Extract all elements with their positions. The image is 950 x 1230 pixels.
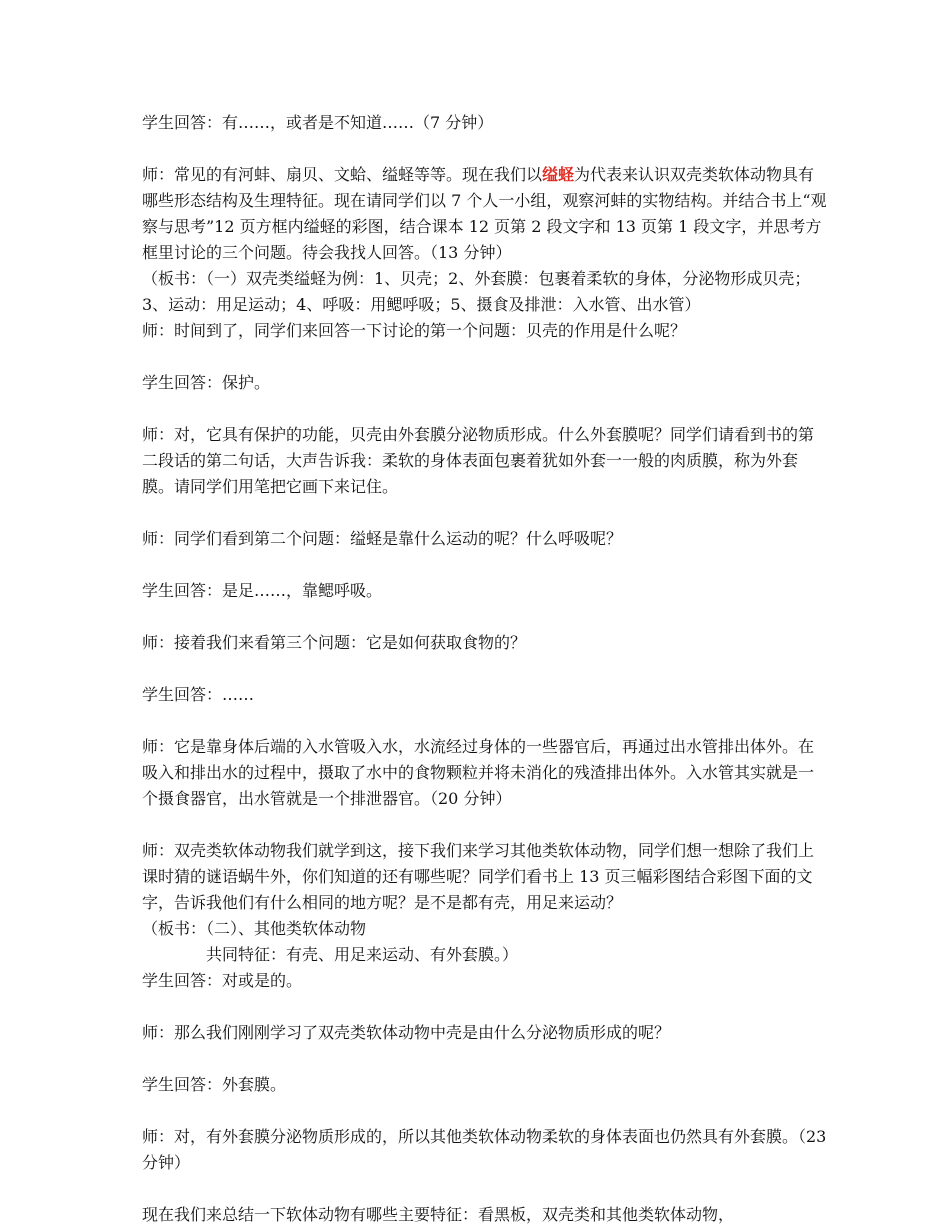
paragraph-teacher-question-3: 师：接着我们来看第三个问题：它是如何获取食物的？ — [142, 633, 527, 652]
paragraph-teacher-mantle: 师：对，它具有保护的功能，贝壳由外套膜分泌物质形成。什么外套膜呢？同学们请看到书的第二段话的第二句话，大声告诉我：柔软的身体表面包裹着犹如外套一一般的肉质膜，称为外套膜。请同学们用笔把它画下来记住。 — [142, 425, 815, 496]
paragraph-gap — [142, 1176, 828, 1202]
document-body — [142, 110, 832, 1228]
paragraph-teacher-mantle-summary: 师：对，有外套膜分泌物质形成的，所以其他类软体动物柔软的身体表面也仍然具有外套膜。（23 分钟） — [142, 1127, 832, 1172]
paragraph-student-answer-4: 学生回答：…… — [142, 685, 255, 704]
paragraph-gap — [142, 656, 828, 682]
paragraph-blackboard-2: （板书：（二）、其他类软体动物 — [142, 919, 367, 938]
paragraph-gap — [142, 500, 828, 526]
text-run: 师：常见的有河蚌、扇贝、文蛤、缢蛏等等。现在我们以 — [142, 165, 543, 184]
paragraph-student-answer-6: 学生回答：外套膜。 — [142, 1075, 287, 1094]
paragraph-summary-intro: 现在我们来总结一下软体动物有哪些主要特征：看黑板，双壳类和其他类软体动物， — [142, 1205, 735, 1224]
paragraph-teacher-question-2: 师：同学们看到第二个问题：缢蛏是靠什么运动的呢？什么呼吸呢？ — [142, 529, 623, 548]
highlighted-term: 缢蛏 — [542, 165, 575, 184]
paragraph-gap — [142, 708, 828, 734]
paragraph-student-answer-5: 学生回答：对或是的。 — [142, 971, 303, 990]
paragraph-teacher-other-mollusks: 师：双壳类软体动物我们就学到这，接下我们来学习其他类软体动物，同学们想一想除了我们上课时猜的谜语蜗牛外，你们知道的还有哪些呢？同学们看书上 13 页三幅彩图结合彩图下面的文字，告诉我他们有什么相同的地方呢？是不是都有壳，用足来运动？ — [142, 841, 815, 912]
paragraph-student-answer-1: 学生回答：有……，或者是不知道……（7 分钟） — [142, 113, 494, 132]
paragraph-teacher-intro — [142, 162, 828, 266]
paragraph-gap — [142, 396, 828, 422]
paragraph-teacher-question-4: 师：那么我们刚刚学习了双壳类软体动物中壳是由什么分泌物质形成的呢？ — [142, 1023, 671, 1042]
paragraph-gap — [142, 136, 828, 162]
paragraph-blackboard-1: （板书：（一）双壳类缢蛏为例：1、贝壳；2、外套膜：包裹着柔软的身体，分泌物形成贝壳；3、运动：用足运动；4、呼吸：用鳃呼吸；5、摄食及排泄：入水管、出水管） — [142, 269, 811, 314]
paragraph-student-answer-2: 学生回答：保护。 — [142, 373, 271, 392]
paragraph-gap — [142, 604, 828, 630]
paragraph-gap — [142, 994, 828, 1020]
paragraph-teacher-feeding: 师：它是靠身体后端的入水管吸入水，水流经过身体的一些器官后，再通过出水管排出体外。在吸入和排出水的过程中，摄取了水中的食物颗粒并将未消化的残渣排出体外。入水管其实就是一个摄食器官，出水管就是一个排泄器官。（20 分钟） — [142, 737, 815, 808]
paragraph-gap — [142, 552, 828, 578]
paragraph-teacher-question-1: 师：时间到了，同学们来回答一下讨论的第一个问题：贝壳的作用是什么呢？ — [142, 321, 687, 340]
text-run: 为代表来认识双壳类软体动物具有哪些形态结构及生理特征。现在请同学们以 7 个人一小组，观察河蚌的实物结构。并结合书上“观察与思考”12 页方框内缢蛏的彩图，结合课本 12 页第 2 段文字和 13 页第 1 段文字，并思考方框里讨论的三个问题。待会我找人回答。（13 分钟） — [142, 165, 827, 262]
paragraph-gap — [142, 1098, 828, 1124]
paragraph-gap — [142, 344, 828, 370]
paragraph-blackboard-2-features: 共同特征：有壳、用足来运动、有外套膜。） — [206, 945, 519, 964]
paragraph-gap — [142, 1046, 828, 1072]
paragraph-student-answer-3: 学生回答：是足……，靠鳃呼吸。 — [142, 581, 383, 600]
paragraph-gap — [142, 812, 828, 838]
